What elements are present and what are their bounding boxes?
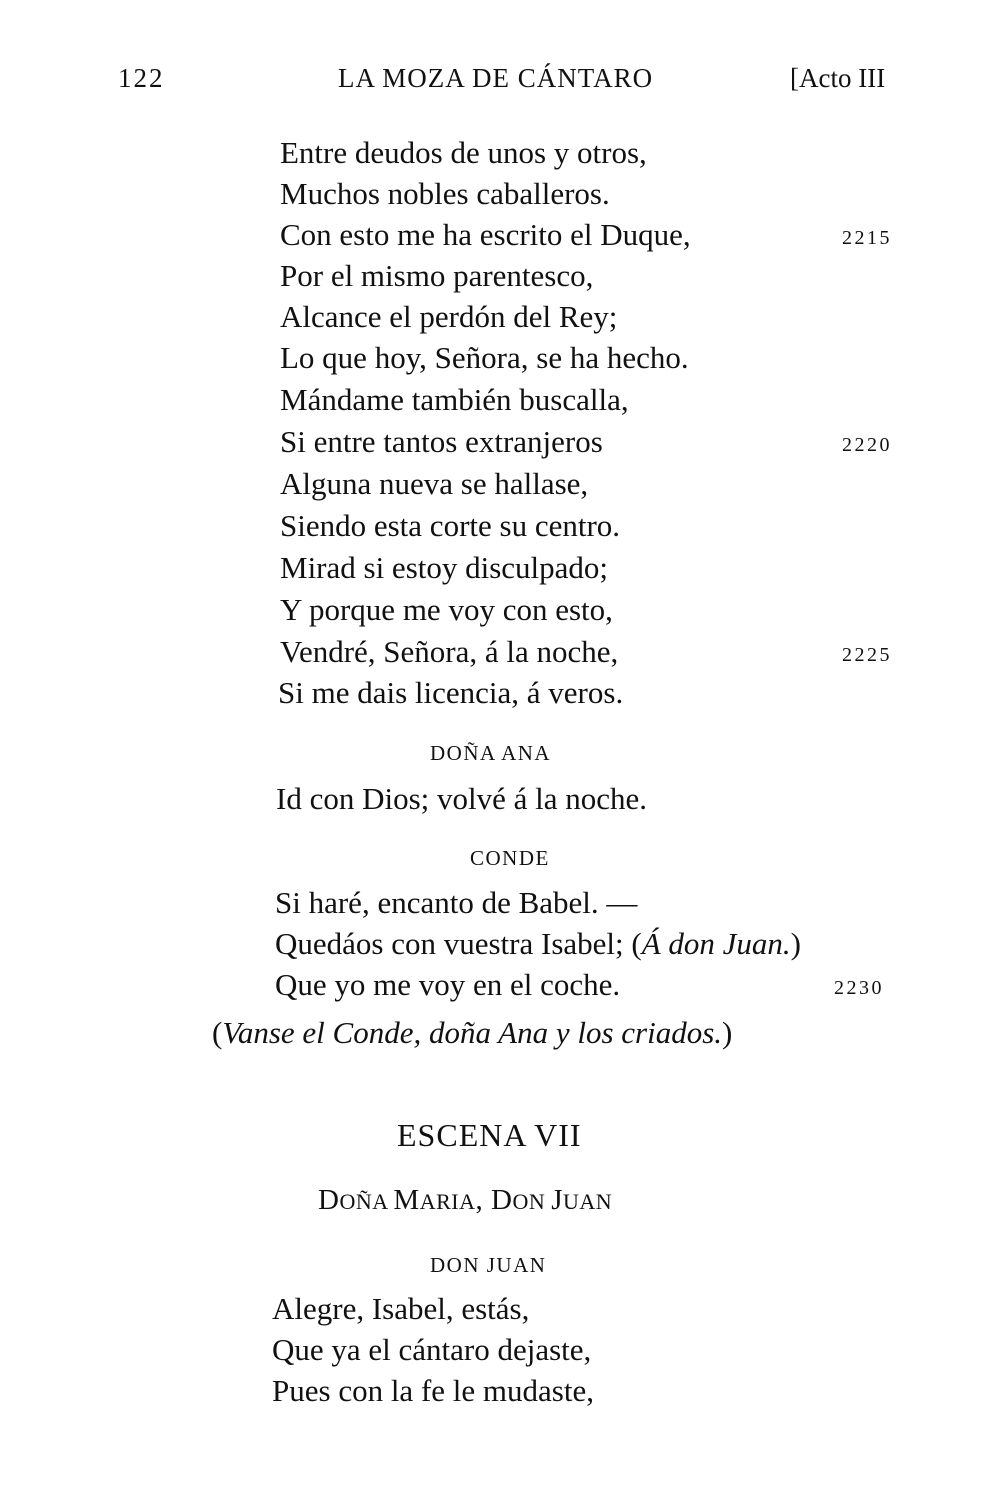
char-smallcaps: ARIA — [419, 1189, 476, 1214]
char-smallcaps: ON — [512, 1189, 552, 1214]
verse-line: Que ya el cántaro dejaste, — [272, 1332, 592, 1367]
verse-line: Alegre, Isabel, estás, — [272, 1291, 530, 1326]
line-number: 2230 — [834, 977, 884, 999]
stage-aside: Á don Juan. — [641, 926, 791, 961]
verse-line: Si haré, encanto de Babel. — — [275, 885, 638, 920]
scene-title: ESCENA VII — [397, 1117, 582, 1153]
verse-line: Siendo esta corte su centro. — [280, 508, 621, 543]
paren-open: ( — [212, 1015, 223, 1050]
stage-direction — [212, 1012, 732, 1053]
verse-line: Alcance el perdón del Rey; — [280, 299, 618, 334]
verse-line: Lo que hoy, Señora, se ha hecho. — [280, 340, 689, 375]
speaker-name: DON JUAN — [430, 1253, 547, 1277]
running-title: LA MOZA DE CÁNTARO — [338, 63, 654, 93]
speaker-name: CONDE — [470, 846, 550, 870]
char-smallcaps: UAN — [563, 1189, 613, 1214]
verse-text: Quedáos con vuestra Isabel; ( — [275, 926, 642, 961]
verse-line: Muchos nobles caballeros. — [280, 176, 610, 211]
speaker-name: DOÑA ANA — [430, 741, 552, 765]
page-number: 122 — [118, 63, 165, 93]
verse-line: Mirad si estoy disculpado; — [280, 550, 609, 585]
verse-line: Pues con la fe le mudaste, — [272, 1373, 594, 1408]
char-initial: D — [318, 1184, 340, 1216]
char-initial: D — [490, 1184, 513, 1216]
verse-line: Mándame también buscalla, — [280, 382, 629, 417]
verse-line: Y porque me voy con esto, — [280, 592, 613, 627]
verse-line: Que yo me voy en el coche. — [275, 967, 621, 1002]
char-smallcaps: OÑA — [339, 1189, 394, 1214]
verse-line: Entre deudos de unos y otros, — [280, 135, 647, 170]
verse-line: Por el mismo parentesco, — [280, 258, 594, 293]
line-number: 2215 — [842, 227, 892, 249]
char-initial: J — [551, 1184, 564, 1216]
char-separator: , — [475, 1184, 491, 1216]
aside-close: ) — [790, 926, 801, 961]
char-initial: M — [393, 1184, 420, 1216]
verse-line: Vendré, Señora, á la noche, — [280, 634, 619, 669]
verse-line: Alguna nueva se hallase, — [280, 466, 589, 501]
stage-direction-text: Vanse el Conde, doña Ana y los criados. — [222, 1015, 723, 1050]
verse-line: Si me dais licencia, á veros. — [278, 675, 624, 710]
verse-line: Id con Dios; volvé á la noche. — [276, 781, 648, 816]
verse-line: Si entre tantos extranjeros — [280, 424, 603, 459]
paren-close: ) — [722, 1015, 733, 1050]
act-label: [Acto III — [790, 63, 886, 93]
verse-line: Con esto me ha escrito el Duque, — [280, 217, 691, 252]
line-number: 2220 — [842, 434, 892, 456]
verse-line — [275, 923, 801, 964]
line-number: 2225 — [842, 644, 892, 666]
scene-characters — [318, 1180, 612, 1222]
